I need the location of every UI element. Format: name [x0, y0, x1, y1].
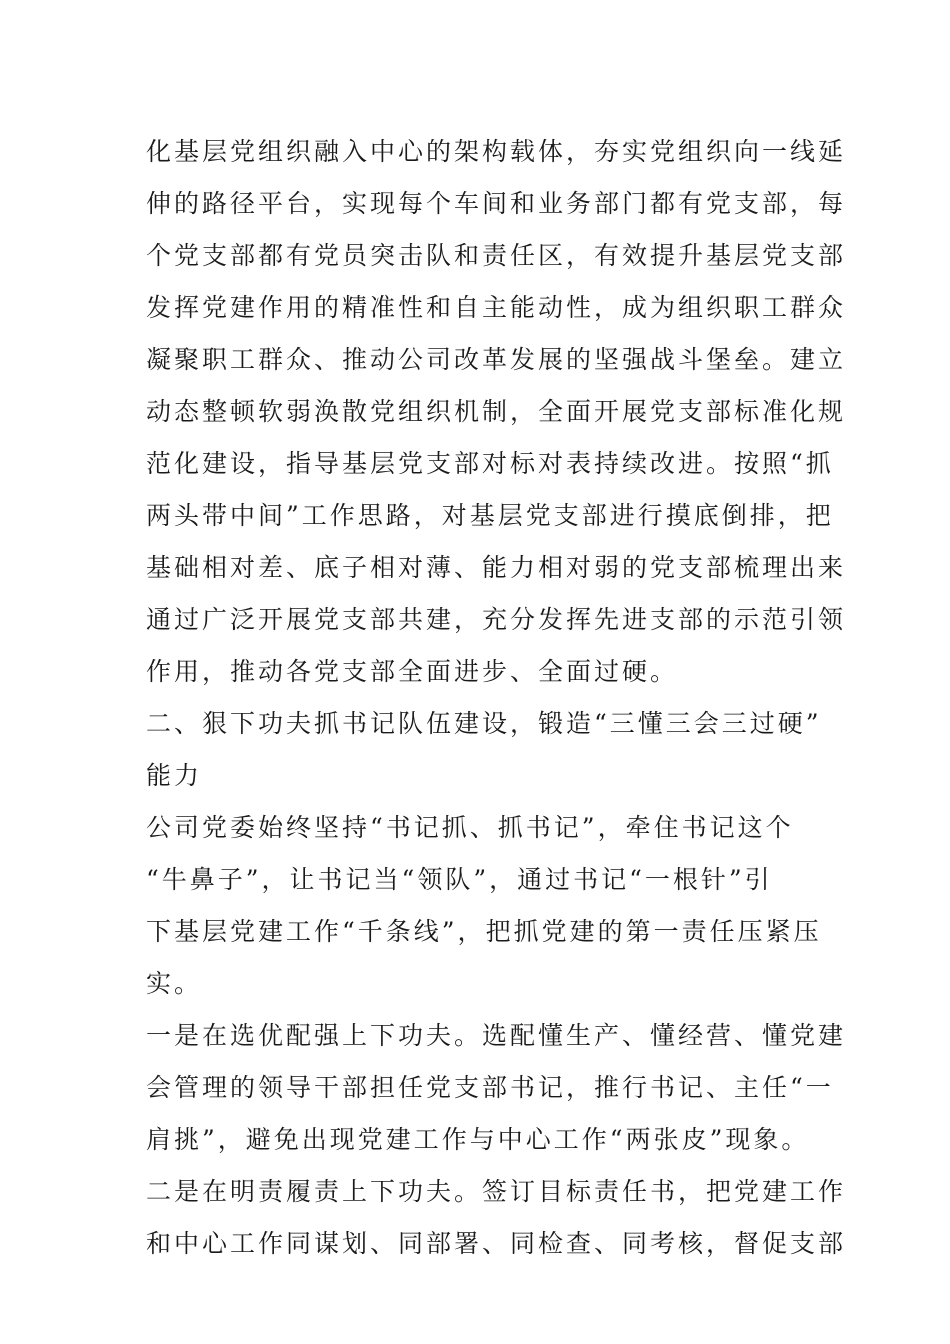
text-line: 化基层党组织融入中心的架构载体，夯实党组织向一线延	[146, 137, 847, 166]
text-line: 范化建设，指导基层党支部对标对表持续改进。按照“抓	[146, 449, 834, 478]
text-line: 通过广泛开展党支部共建，充分发挥先进支部的示范引领	[146, 605, 847, 634]
text-line: 二是在明责履责上下功夫。签订目标责任书，把党建工作	[146, 1177, 847, 1206]
text-line: 基础相对差、底子相对薄、能力相对弱的党支部梳理出来	[146, 553, 847, 582]
text-line: 公司党委始终坚持“书记抓、抓书记”，牵住书记这个	[146, 813, 794, 842]
text-line: 会管理的领导干部担任党支部书记，推行书记、主任“一	[146, 1073, 834, 1102]
text-line: 动态整顿软弱涣散党组织机制，全面开展党支部标准化规	[146, 397, 847, 426]
text-line: 和中心工作同谋划、同部署、同检查、同考核，督促支部	[146, 1229, 847, 1258]
text-line: 一是在选优配强上下功夫。选配懂生产、懂经营、懂党建	[146, 1021, 847, 1050]
text-line: 凝聚职工群众、推动公司改革发展的坚强战斗堡垒。建立	[146, 345, 847, 374]
text-line: 实。	[146, 969, 203, 998]
text-line: 两头带中间”工作思路，对基层党支部进行摸底倒排，把	[146, 501, 834, 530]
text-line: 发挥党建作用的精准性和自主能动性，成为组织职工群众	[146, 293, 847, 322]
section-heading-continued: 能力	[146, 761, 203, 790]
text-line: 作用，推动各党支部全面进步、全面过硬。	[146, 657, 679, 686]
text-line: 肩挑”，避免出现党建工作与中心工作“两张皮”现象。	[146, 1125, 810, 1154]
text-line: “牛鼻子”，让书记当“领队”，通过书记“一根针”引	[146, 865, 773, 894]
section-heading: 二、狠下功夫抓书记队伍建设，锻造“三懂三会三过硬”	[146, 709, 822, 738]
text-line: 下基层党建工作“千条线”，把抓党建的第一责任压紧压	[146, 917, 822, 946]
text-line: 伸的路径平台，实现每个车间和业务部门都有党支部，每	[146, 189, 847, 218]
text-line: 个党支部都有党员突击队和责任区，有效提升基层党支部	[146, 241, 847, 270]
